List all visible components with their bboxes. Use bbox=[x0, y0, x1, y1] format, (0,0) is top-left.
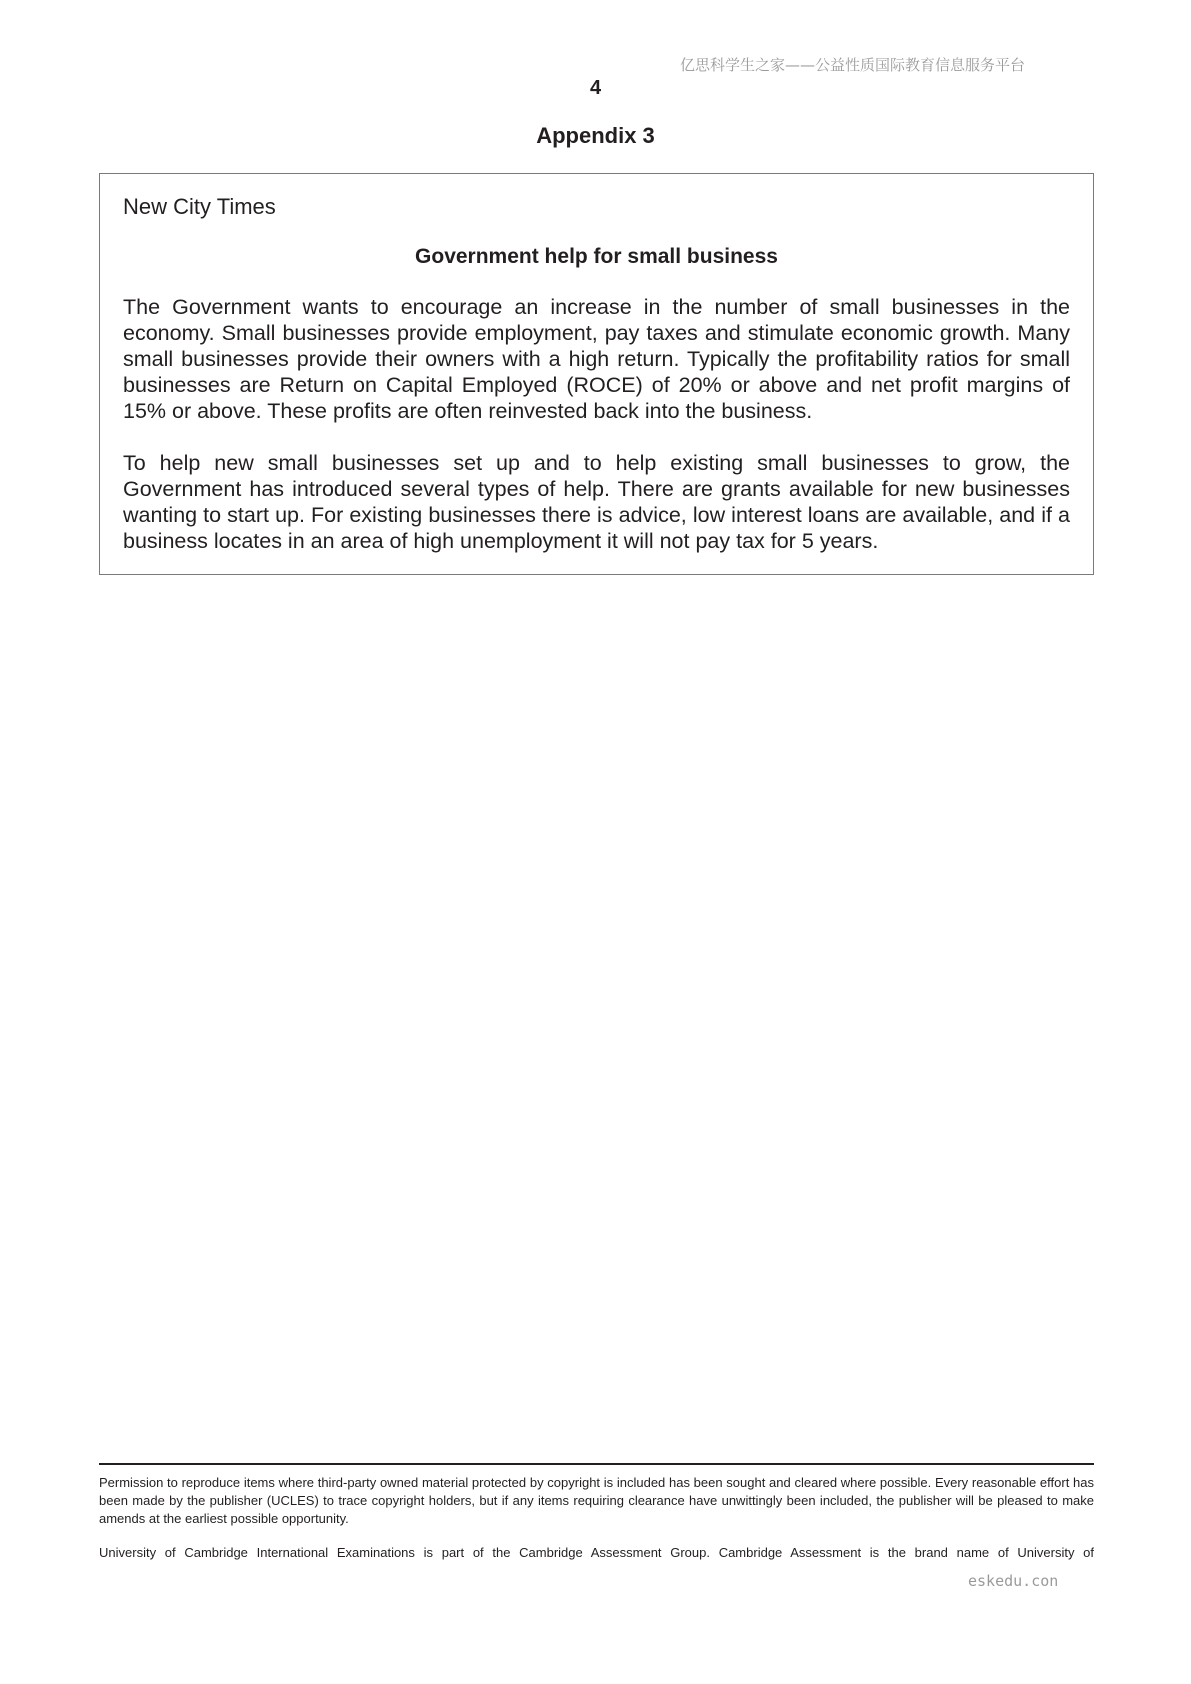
page-number: 4 bbox=[589, 77, 602, 99]
watermark-top: 亿思科学生之家——公益性质国际教育信息服务平台 bbox=[680, 56, 1026, 74]
appendix-title: Appendix 3 bbox=[536, 123, 655, 148]
article-paragraph-2: To help new small businesses set up and to help existing small businesses to grow, the Government has introduced several types of help. There are grants available for new businesses wanting to start up. For existing businesses there is advice, low interest loans are available, and if a business locates in an area of high unemployment it will not pay tax for 5 years. bbox=[123, 451, 1070, 553]
article-paragraph-1: The Government wants to encourage an increase in the number of small businesses in the economy. Small businesses provide employment, pay taxes and stimulate economic growth. Many small businesses provide their owners with a high return. Typically the profitability ratios for small businesses are Return on Capital Employed (ROCE) of 20% or above and net profit margins of 15% or above. These profits are often reinvested back into the business. bbox=[123, 295, 1070, 423]
article-box bbox=[99, 173, 1094, 575]
article-headline: Government help for small business bbox=[415, 245, 778, 268]
footer-divider bbox=[99, 1463, 1094, 1465]
footer-permission-notice: Permission to reproduce items where third-party owned material protected by copyright is included has been sought and cleared where possible. Every reasonable effort has been made by the publisher (UCLES) to trace copyright holders, but if any items requiring clearance have unwittingly been included, the publisher will be pleased to make amends at the earliest possible opportunity. bbox=[99, 1475, 1094, 1526]
newspaper-name: New City Times bbox=[123, 194, 276, 219]
watermark-bottom: eskedu.con bbox=[968, 1572, 1059, 1590]
footer-ucles-notice: University of Cambridge International Examinations is part of the Cambridge Assessment Group. Cambridge Assessment is the brand name of University of bbox=[99, 1545, 1094, 1560]
